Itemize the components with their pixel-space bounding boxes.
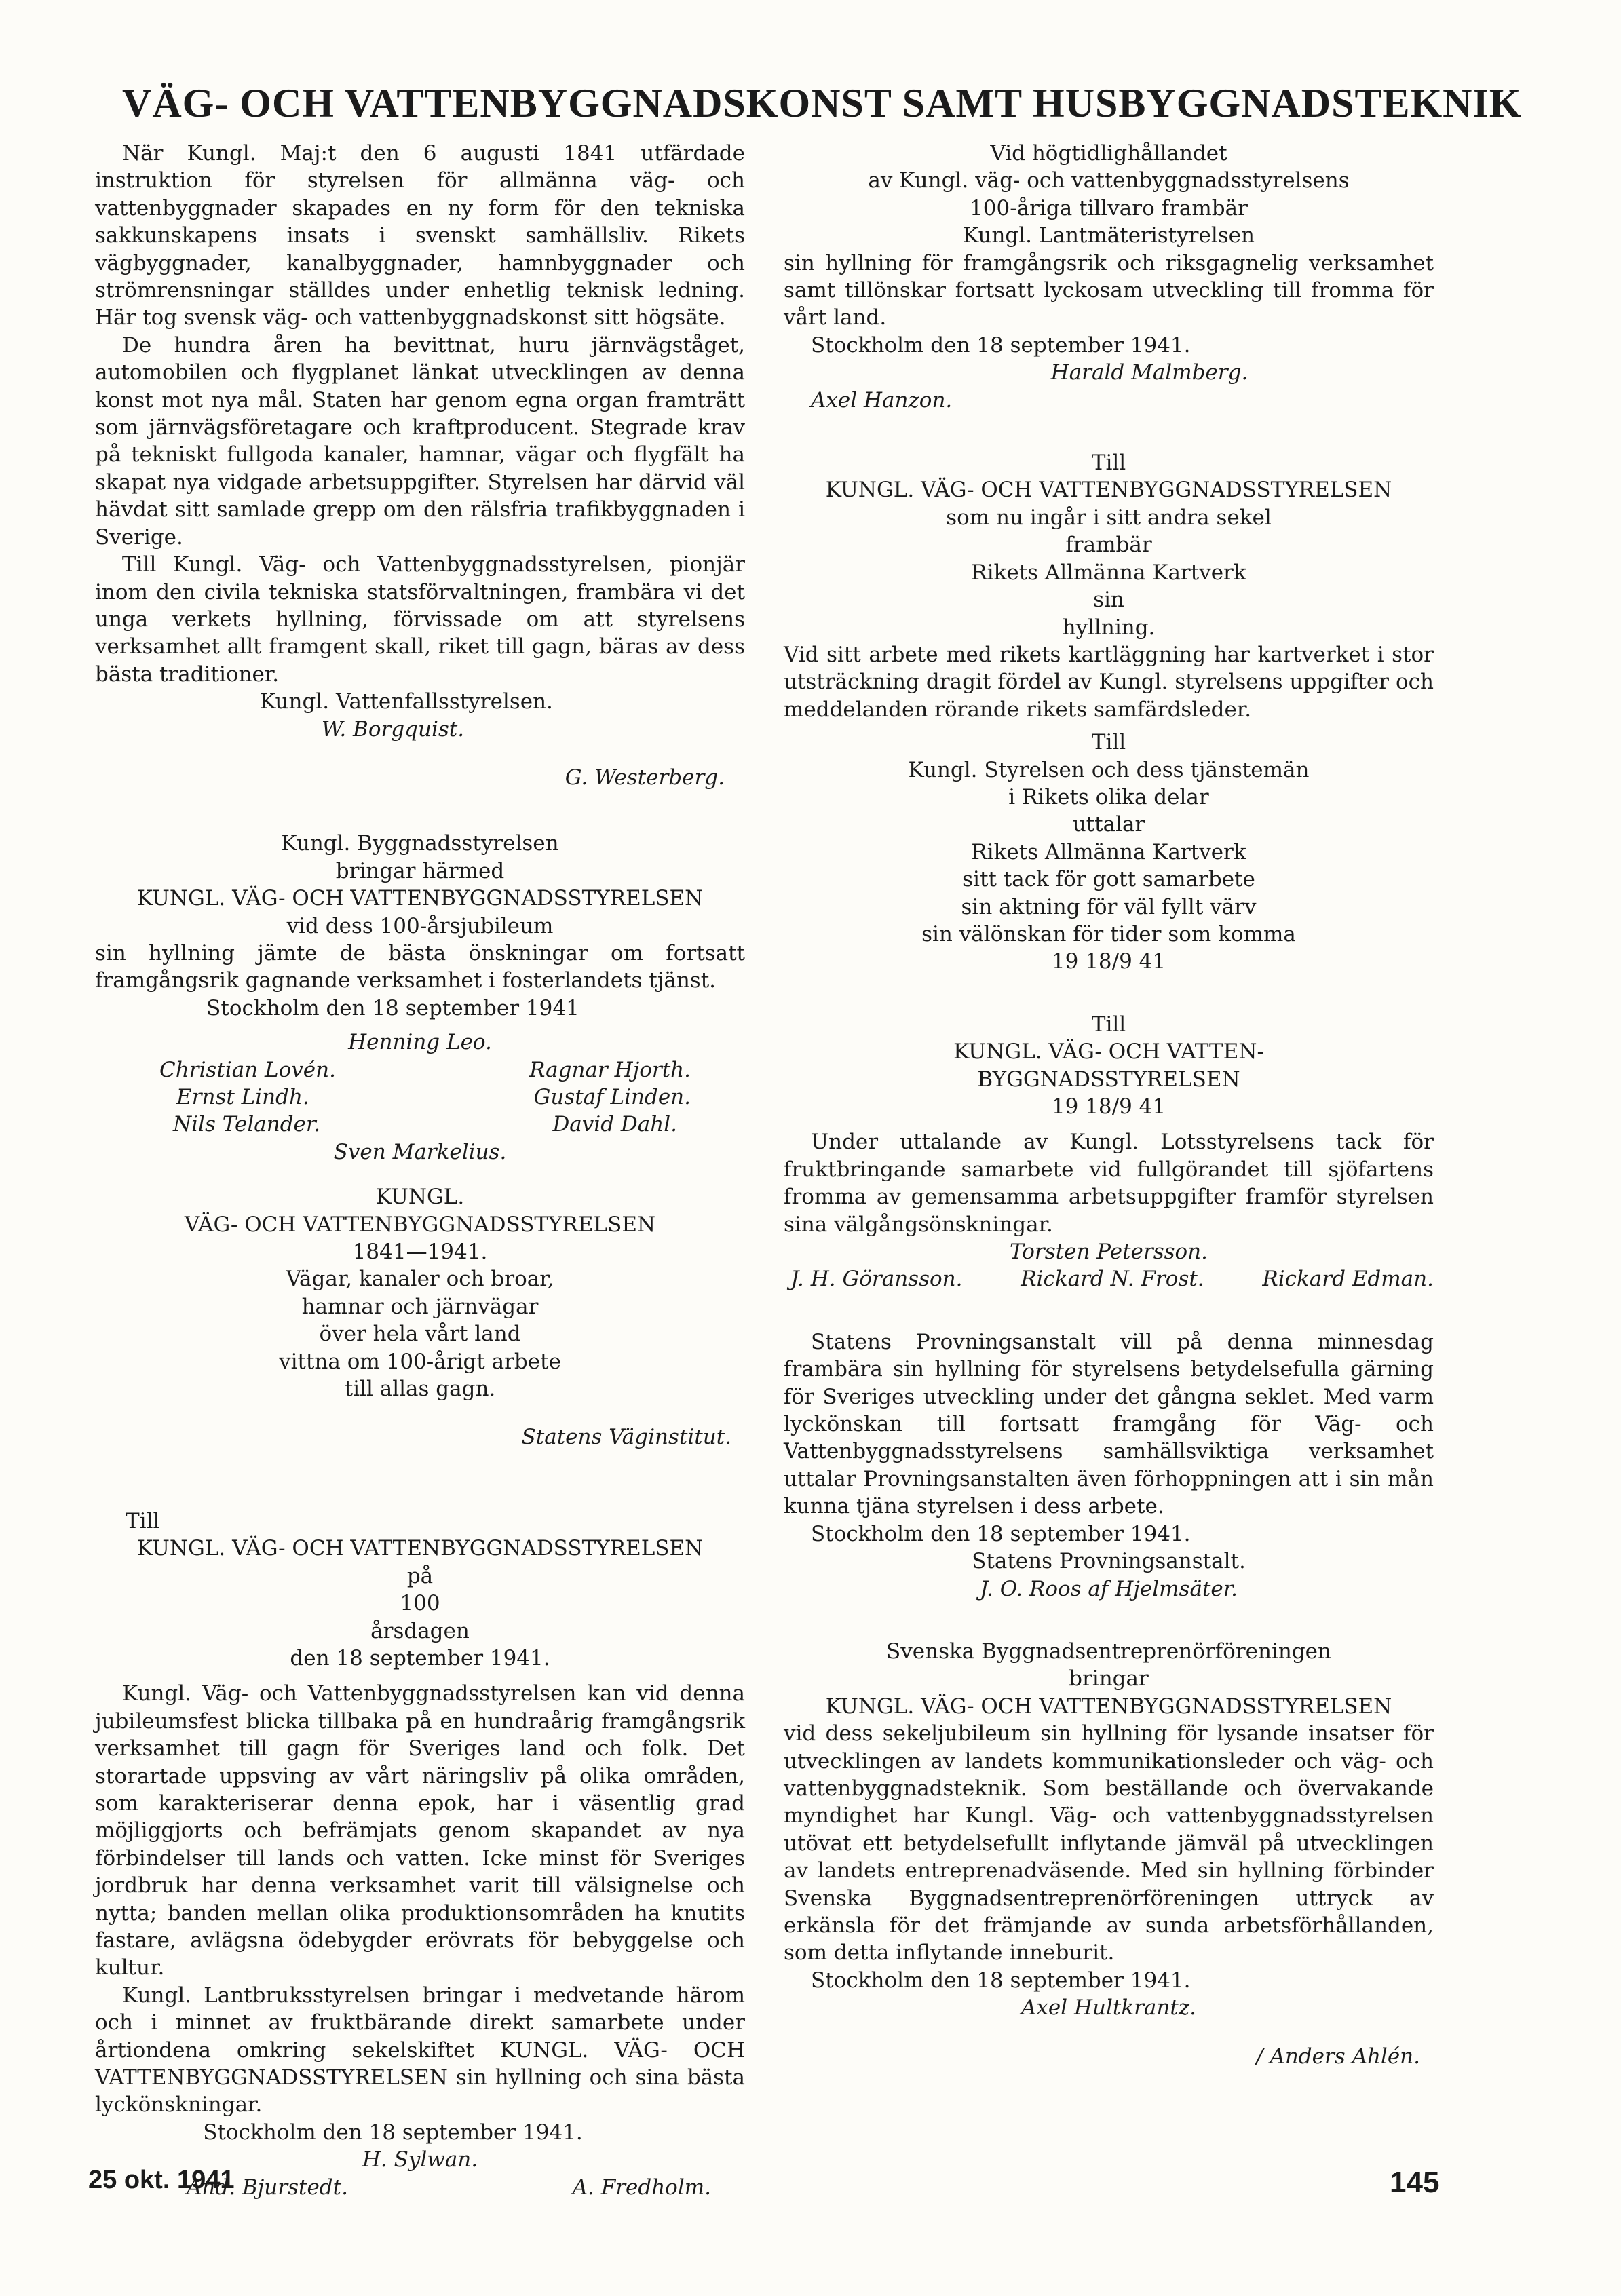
- greeting-line: Kungl. Lantmäteristyrelsen: [963, 223, 1255, 248]
- signature: Torsten Petersson.: [1009, 1240, 1208, 1265]
- greeting-line: KUNGL. VÄG- OCH VATTEN-: [953, 1039, 1264, 1065]
- footer-date: 25 okt. 1941: [88, 2166, 235, 2194]
- greeting-line: 1841—1941.: [352, 1240, 488, 1265]
- signature: H. Sylwan.: [362, 2147, 478, 2173]
- greeting-paragraph: Under uttalande av Kungl. Lotsstyrelsens tack för fruktbringande samarbete vid fullgörandet till sjöfartens fromma av gemensamma arbetsuppgifter framför styrelsen sina välgångsönskningar.: [784, 1130, 1434, 1237]
- tribute-paragraph: Till Kungl. Väg- och Vattenbyggnadsstyrelsen, pionjär inom den civila tekniska statsförvaltningen, frambära vi det unga verkets hyllning, förvissade om att styrelsens verksamhet allt framgent skall, riket till gagn, bäras av dess bästa traditioner.: [95, 552, 745, 687]
- signature: / Anders Ahlén.: [1256, 2044, 1420, 2069]
- signature-row: [95, 1084, 745, 1111]
- signature: A. Fredholm.: [572, 2175, 711, 2200]
- signature: Gustaf Linden.: [533, 1085, 691, 1109]
- signature: Rickard Edman.: [1262, 1267, 1434, 1292]
- greeting-line: Svenska Byggnadsentreprenörföreningen: [886, 1639, 1331, 1664]
- signature: Christian Lovén.: [159, 1057, 336, 1082]
- greeting-line: av Kungl. väg- och vattenbyggnadsstyrelsens: [868, 168, 1350, 193]
- greeting-line: bringar: [1069, 1666, 1149, 1691]
- greeting-line: KUNGL. VÄG- OCH VATTENBYGGNADSSTYRELSEN: [136, 1536, 704, 1561]
- place-date: Stockholm den 18 september 1941.: [811, 1968, 1191, 1993]
- greeting-line: hyllning.: [1062, 615, 1156, 640]
- signature: David Dahl.: [552, 1112, 677, 1137]
- greeting-line: KUNGL. VÄG- OCH VATTENBYGGNADSSTYRELSEN: [136, 886, 704, 911]
- greeting-line: Till: [1091, 730, 1126, 755]
- place-date: Stockholm den 18 september 1941.: [203, 2120, 583, 2145]
- greeting-paragraph: Vid sitt arbete med rikets kartläggning har kartverket i stor utsträckning dragit fördel av Kungl. styrelsens uppgifter och meddelanden rörande rikets samfärdsleder.: [784, 642, 1434, 722]
- greeting-line: Vid högtidlighållandet: [990, 141, 1227, 166]
- right-column: [784, 140, 1434, 2091]
- greeting-line: KUNGL. VÄG- OCH VATTENBYGGNADSSTYRELSEN: [825, 1694, 1392, 1719]
- greeting-line: till allas gagn.: [344, 1377, 496, 1402]
- history-paragraph: De hundra åren ha bevittnat, huru järnvägståget, automobilen och flygplanet länkat utvecklingen av denna konst mot nya mål. Staten har genom egna organ framträtt som järnvägsföretagare och kraftproducent. Stegrade krav på tekniskt fullgoda kanaler, hamnar, vägar och flygfält ha skapat nya vidgade arbetsuppgifter. Styrelsen har därvid väl hävdat sitt samlade grepp om den rälsfria trafikbyggnaden i Sverige.: [95, 332, 745, 550]
- salutation: Till: [126, 1508, 160, 1533]
- page-title: VÄG- OCH VATTENBYGGNADSKONST SAMT HUSBYGGNADSTEKNIK: [122, 81, 1522, 126]
- signature: Axel Hultkrantz.: [1021, 1995, 1197, 2021]
- greeting-paragraph: Kungl. Lantbruksstyrelsen bringar i medvetande härom och i minnet av fruktbärande direkt samarbete under årtiondena omkring sekelskiftet KUNGL. VÄG- OCH VATTENBYGGNADSSTYRELSEN sin hyllning och sina bästa lyckönskningar.: [95, 1983, 745, 2118]
- greeting-line: VÄG- OCH VATTENBYGGNADSSTYRELSEN: [184, 1212, 656, 1237]
- greeting-line: över hela vårt land: [319, 1322, 521, 1347]
- greeting-line: årsdagen: [370, 1618, 470, 1643]
- greeting-paragraph: sin hyllning jämte de bästa önskningar om fortsatt framgångsrik gagnande verksamhet i fosterlandets tjänst.: [95, 940, 745, 993]
- signature: Ragnar Hjorth.: [529, 1057, 691, 1082]
- greeting-line: frambär: [1065, 533, 1152, 558]
- place-date: Stockholm den 18 september 1941: [206, 995, 579, 1020]
- signature: J. O. Roos af Hjelmsäter.: [979, 1576, 1238, 1601]
- signature: Axel Hanzon.: [811, 387, 953, 413]
- greeting-line: sin aktning för väl fyllt värv: [961, 894, 1257, 919]
- signature: Sven Markelius.: [333, 1139, 507, 1164]
- left-column: [95, 140, 745, 2201]
- greeting-line: Kungl. Byggnadsstyrelsen: [281, 831, 559, 856]
- date-line: 19 18/9 41: [1051, 949, 1166, 974]
- greeting-line: bringar härmed: [335, 858, 505, 883]
- greeting-line: Rikets Allmänna Kartverk: [971, 560, 1246, 585]
- place-date: Stockholm den 18 september 1941.: [811, 332, 1191, 358]
- signature: W. Borgquist.: [321, 716, 465, 742]
- greeting-line: på: [406, 1563, 434, 1588]
- greeting-line: 100: [400, 1591, 440, 1616]
- signature: Harald Malmberg.: [1050, 360, 1248, 385]
- greeting-line: Kungl. Styrelsen och dess tjänstemän: [908, 757, 1310, 782]
- intro-paragraph: När Kungl. Maj:t den 6 augusti 1841 utfärdade instruktion för styrelsen för allmänna väg- och vattenbyggnader skapades en ny form för den tekniska sakkunskapens insats i svenskt samhällsliv. Rikets vägbyggnader, kanalbyggnader, hamnbyggnader och strömrensningar ställdes under enhetlig teknisk ledning. Här tog svensk väg- och vattenbyggnadskonst sitt högsäte.: [95, 141, 745, 330]
- signature-row: [95, 1056, 745, 1084]
- greeting-paragraph: vid dess sekeljubileum sin hyllning för lysande insatser för utvecklingen av landets kommunikationsleder och väg- och vattenbyggnadsteknik. Som beställande och övervakande myndighet har Kungl. Väg- och vattenbyggnadsstyrelsen utövat ett betydelsefullt inflytande jämväl på utvecklingen av landets entreprenadväsende. Med sin hyllning förbinder Svenska Byggnadsentreprenörföreningen uttryck av erkänsla för det främjande av sunda arbetsförhållanden, som detta inflytande inneburit.: [784, 1721, 1434, 1966]
- signature: Henning Leo.: [348, 1030, 492, 1055]
- greeting-line: sitt tack för gott samarbete: [962, 867, 1255, 892]
- greeting-line: hamnar och järnvägar: [301, 1294, 539, 1319]
- greeting-line: vittna om 100-årigt arbete: [279, 1349, 561, 1374]
- greeting-line: KUNGL. VÄG- OCH VATTENBYGGNADSSTYRELSEN: [825, 478, 1392, 503]
- greeting-line: BYGGNADSSTYRELSEN: [977, 1067, 1240, 1092]
- greeting-paragraph: Kungl. Väg- och Vattenbyggnadsstyrelsen kan vid denna jubileumsfest blicka tillbaka på en hundraårig framgångsrik verksamhet till gagn för Sveriges land och folk. Det storartade uppsving av vårt näringsliv på olika områden, som karakteriserar denna epok, har i väsentlig grad möjliggjorts och befrämjats genom skapandet av nya förbindelser till lands och vatten. Icke minst för Sveriges jordbruk har denna verksamhet varit till välsignelse och nytta; banden mellan olika produktionsområden ha knutits fastare, avlägsna ödebygder erövrats för bebyggelse och kultur.: [95, 1681, 745, 1981]
- greeting-line: Till: [1091, 451, 1126, 476]
- greeting-line: sin: [1093, 588, 1124, 613]
- signature: And. Bjurstedt.: [187, 2175, 348, 2200]
- greeting-line: sin välönskan för tider som komma: [921, 921, 1296, 946]
- signature: Ernst Lindh.: [176, 1085, 309, 1109]
- signatory-organization: Statens Provningsanstalt.: [972, 1549, 1246, 1574]
- signature-row: [95, 1111, 745, 1138]
- signature-row: [784, 1265, 1434, 1293]
- greeting-line: Vägar, kanaler och broar,: [286, 1267, 554, 1292]
- greeting-line: KUNGL.: [375, 1185, 465, 1210]
- signatory-organization: Kungl. Vattenfallsstyrelsen.: [260, 689, 553, 714]
- signature: Statens Väginstitut.: [521, 1425, 731, 1450]
- greeting-line: i Rikets olika delar: [1008, 784, 1209, 809]
- greeting-line: Rikets Allmänna Kartverk: [971, 839, 1246, 864]
- greeting-line: Till: [1091, 1012, 1126, 1037]
- signature: J. H. Göransson.: [790, 1267, 963, 1292]
- greeting-line: 100-åriga tillvaro frambär: [970, 195, 1248, 221]
- greeting-paragraph: sin hyllning för framgångsrik och riksgagnelig verksamhet samt tillönskar fortsatt lyckosam utveckling till fromma för vårt land.: [784, 250, 1434, 330]
- signature: Nils Telander.: [173, 1112, 321, 1137]
- greeting-line: uttalar: [1072, 812, 1145, 837]
- greeting-line: den 18 september 1941.: [290, 1645, 550, 1670]
- signature: G. Westerberg.: [565, 765, 725, 790]
- greeting-line: vid dess 100-årsjubileum: [286, 913, 554, 938]
- greeting-paragraph: Statens Provningsanstalt vill på denna minnesdag frambära sin hyllning för styrelsens betydelsefulla gärning för Sveriges utveckling under det gångna seklet. Med varm lyckönskan till fortsatt framgång för Väg- och Vattenbyggnadsstyrelsens samhällsviktiga verksamhet uttalar Provningsanstalten även förhoppningen att i sin mån kunna tjäna styrelsen i dess arbete.: [784, 1329, 1434, 1519]
- page-number: 145: [1390, 2166, 1440, 2199]
- signature: Rickard N. Frost.: [1021, 1267, 1204, 1292]
- place-date: Stockholm den 18 september 1941.: [811, 1521, 1191, 1546]
- date-line: 19 18/9 41: [1051, 1094, 1166, 1119]
- greeting-line: som nu ingår i sitt andra sekel: [946, 505, 1272, 530]
